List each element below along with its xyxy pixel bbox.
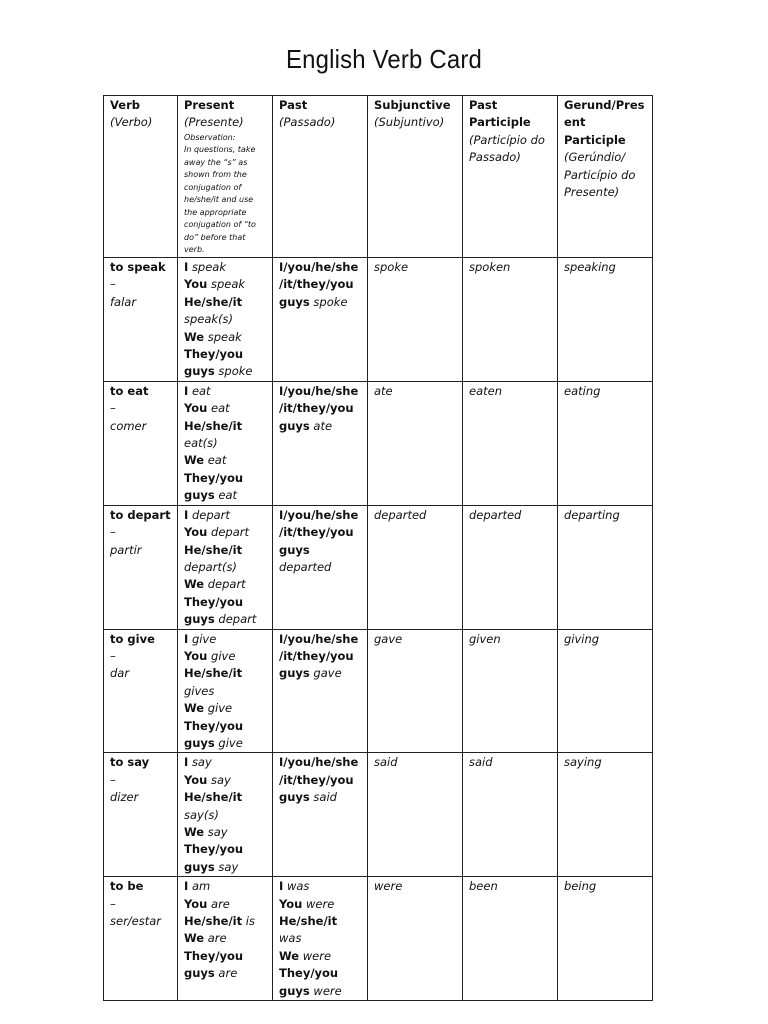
verb-cell xyxy=(104,753,178,877)
conjugation-line xyxy=(279,507,362,524)
verb-translation: dizer xyxy=(110,790,139,805)
pronoun: You xyxy=(184,401,208,416)
header-past xyxy=(273,96,368,258)
header-translation-line: Presente) xyxy=(564,185,620,200)
conjugation-line xyxy=(184,452,267,469)
pronoun: I xyxy=(184,507,189,522)
verb-translation: comer xyxy=(110,418,147,433)
conjugation-line xyxy=(279,400,362,417)
conjugation-line xyxy=(279,965,362,982)
verb-dash: – xyxy=(110,277,116,292)
verb-form: say xyxy=(218,859,239,874)
header-label-line: Gerund/Pres xyxy=(564,98,645,112)
past-cell xyxy=(273,877,368,1001)
verb-form: gave xyxy=(313,666,342,681)
observation-line: conjugation of “to xyxy=(184,220,256,230)
pronoun: He/she/it xyxy=(184,542,243,557)
verb-table xyxy=(103,95,653,1001)
pronoun: They/you xyxy=(279,966,339,981)
verb-form: depart xyxy=(191,507,230,522)
verb-form: eat xyxy=(211,401,230,416)
conjugation-line xyxy=(184,683,267,700)
verb-form: speak xyxy=(207,329,242,344)
verb-form: said xyxy=(374,755,398,770)
pronoun: We xyxy=(184,577,205,592)
conjugation-line xyxy=(184,346,267,363)
pronoun: /it/they/you xyxy=(279,401,354,416)
observation-note xyxy=(184,132,267,257)
pronoun: guys xyxy=(184,488,215,503)
header-translation-line: (Particípio do xyxy=(469,132,545,147)
verb-translation: falar xyxy=(110,294,137,309)
gerund-cell xyxy=(558,877,653,1001)
conjugation-line xyxy=(184,507,267,524)
gerund-cell xyxy=(558,258,653,382)
present-cell xyxy=(178,381,273,505)
subjunctive-cell xyxy=(368,629,463,753)
pronoun: He/she/it xyxy=(184,914,243,929)
table-row xyxy=(104,381,653,505)
conjugation-line xyxy=(279,665,362,682)
verb-cell xyxy=(104,505,178,629)
verb-form: spoken xyxy=(469,260,511,274)
pronoun: guys xyxy=(279,294,310,309)
conjugation-line xyxy=(184,913,267,930)
pronoun: They/you xyxy=(184,594,244,609)
pronoun: I/you/he/she xyxy=(279,383,359,398)
verb-form: say(s) xyxy=(184,807,219,822)
pronoun: We xyxy=(279,948,300,963)
pronoun: guys xyxy=(184,966,215,981)
verb-cell xyxy=(104,258,178,382)
verb-form: give xyxy=(191,631,217,646)
conjugation-line xyxy=(184,418,267,435)
conjugation-line xyxy=(279,418,362,435)
pronoun: We xyxy=(184,825,205,839)
pronoun: We xyxy=(184,329,205,344)
verb-dash: – xyxy=(110,648,116,663)
pronoun: I xyxy=(279,879,284,894)
verb-form: departed xyxy=(279,559,332,574)
pronoun: I xyxy=(184,755,189,770)
verb-form: depart xyxy=(218,612,257,627)
past-cell xyxy=(273,505,368,629)
conjugation-line xyxy=(279,631,362,648)
conjugation-line xyxy=(279,383,362,400)
conjugation-line xyxy=(279,789,362,806)
pronoun: He/she/it xyxy=(184,666,243,681)
verb-form: eat xyxy=(207,453,227,468)
conjugation-line xyxy=(184,896,267,913)
verb-form: speak xyxy=(211,277,246,292)
pronoun: /it/they/you xyxy=(279,525,354,540)
conjugation-line xyxy=(184,542,267,559)
verb-form: were xyxy=(374,879,403,894)
conjugation-line xyxy=(184,559,267,576)
verb-form: eat(s) xyxy=(184,436,218,451)
conjugation-line xyxy=(279,983,362,1000)
pronoun: /it/they/you xyxy=(279,277,354,292)
verb-form: departed xyxy=(469,507,522,522)
past-participle-cell xyxy=(463,258,558,382)
pronoun: You xyxy=(184,525,208,540)
conjugation-line xyxy=(279,276,362,293)
verb-form: are xyxy=(218,966,238,981)
observation-line: Observation: xyxy=(184,132,236,142)
table-row xyxy=(104,258,653,382)
verb-form: are xyxy=(211,896,230,911)
conjugation-line xyxy=(279,878,362,895)
verb-form: were xyxy=(306,896,335,911)
verb-cell xyxy=(104,381,178,505)
verb-form: depart xyxy=(207,577,246,592)
conjugation-line xyxy=(184,965,267,982)
conjugation-line xyxy=(184,383,267,400)
conjugation-line xyxy=(184,772,267,789)
header-label: Verb xyxy=(110,98,140,112)
pronoun: He/she/it xyxy=(184,294,243,309)
header-label-line: ent Participle xyxy=(564,115,626,147)
subjunctive-cell xyxy=(368,877,463,1001)
verb-form: are xyxy=(207,931,227,946)
conjugation-line xyxy=(279,559,362,576)
verb-form: depart(s) xyxy=(184,559,237,574)
pronoun: I/you/he/she xyxy=(279,507,359,522)
observation-line: In questions, take xyxy=(184,145,256,155)
pronoun: We xyxy=(184,931,205,946)
pronoun: They/you xyxy=(184,718,244,733)
pronoun: guys xyxy=(279,418,310,433)
verb-dash: – xyxy=(110,401,116,416)
verb-infinitive: to give xyxy=(110,631,155,646)
pronoun: /it/they/you xyxy=(279,772,354,787)
past-participle-cell xyxy=(463,381,558,505)
conjugation-line xyxy=(184,487,267,504)
observation-line: shown from the xyxy=(184,170,247,180)
verb-translation: partir xyxy=(110,542,142,557)
pronoun: They/you xyxy=(184,347,244,362)
past-cell xyxy=(273,753,368,877)
conjugation-line xyxy=(184,648,267,665)
conjugation-line xyxy=(279,930,362,947)
conjugation-line xyxy=(279,524,362,541)
table-row xyxy=(104,753,653,877)
verb-form: giving xyxy=(564,631,600,646)
verb-form: eat xyxy=(191,383,211,398)
present-cell xyxy=(178,629,273,753)
conjugation-line xyxy=(184,435,267,452)
verb-form: eating xyxy=(564,383,601,398)
conjugation-line xyxy=(184,311,267,328)
conjugation-line xyxy=(184,824,267,841)
header-label-line: Participle xyxy=(469,115,531,130)
observation-line: conjugation of xyxy=(184,182,242,192)
conjugation-line xyxy=(184,524,267,541)
conjugation-line xyxy=(184,878,267,895)
header-translation: (Presente) xyxy=(184,115,244,130)
pronoun: I xyxy=(184,260,189,274)
pronoun: guys xyxy=(184,859,215,874)
pronoun: You xyxy=(184,648,208,663)
conjugation-line xyxy=(184,665,267,682)
pronoun: He/she/it xyxy=(184,790,243,805)
verb-form: spoke xyxy=(313,294,348,309)
verb-form: give xyxy=(211,648,236,663)
page-title: English Verb Card xyxy=(286,44,482,74)
pronoun: They/you xyxy=(184,948,244,963)
pronoun: guys xyxy=(279,790,310,805)
conjugation-line xyxy=(184,576,267,593)
header-verb xyxy=(104,96,178,258)
conjugation-line xyxy=(279,542,362,559)
conjugation-line xyxy=(184,948,267,965)
header-translation-line: (Gerúndio/ xyxy=(564,150,626,165)
conjugation-line xyxy=(279,259,362,276)
gerund-cell xyxy=(558,505,653,629)
pronoun: We xyxy=(184,453,205,468)
conjugation-line xyxy=(184,735,267,752)
pronoun: I xyxy=(184,383,189,398)
header-past-participle xyxy=(463,96,558,258)
pronoun: I/you/he/she xyxy=(279,260,359,274)
conjugation-line xyxy=(279,294,362,311)
verb-form: spoke xyxy=(218,364,253,379)
conjugation-line xyxy=(184,841,267,858)
past-participle-cell xyxy=(463,877,558,1001)
conjugation-line xyxy=(184,754,267,771)
verb-dash: – xyxy=(110,772,116,787)
table-row xyxy=(104,505,653,629)
verb-form: were xyxy=(313,983,342,998)
header-row xyxy=(104,96,653,258)
header-label: Subjunctive xyxy=(374,98,451,112)
past-participle-cell xyxy=(463,629,558,753)
header-translation-line: Passado) xyxy=(469,150,521,165)
conjugation-line xyxy=(184,470,267,487)
subjunctive-cell xyxy=(368,381,463,505)
verb-infinitive: to eat xyxy=(110,383,149,398)
header-translation: (Subjuntivo) xyxy=(374,115,445,130)
pronoun: guys xyxy=(279,983,310,998)
subjunctive-cell xyxy=(368,505,463,629)
verb-form: am xyxy=(191,879,211,894)
verb-form: ate xyxy=(374,383,393,398)
conjugation-line xyxy=(279,913,362,930)
verb-cell xyxy=(104,877,178,1001)
past-cell xyxy=(273,629,368,753)
verb-dash: – xyxy=(110,896,116,911)
header-gerund xyxy=(558,96,653,258)
verb-form: say xyxy=(211,772,231,787)
verb-dash: – xyxy=(110,525,116,540)
verb-form: departed xyxy=(374,507,427,522)
present-cell xyxy=(178,258,273,382)
pronoun: You xyxy=(279,896,303,911)
conjugation-line xyxy=(184,259,267,276)
verb-form: give xyxy=(207,701,233,716)
pronoun: guys xyxy=(184,735,215,750)
gerund-cell xyxy=(558,753,653,877)
past-cell xyxy=(273,258,368,382)
conjugation-line xyxy=(184,294,267,311)
conjugation-line xyxy=(184,789,267,806)
header-label: Present xyxy=(184,98,235,112)
verb-form: gives xyxy=(184,683,215,698)
verb-form: said xyxy=(469,755,493,770)
conjugation-line xyxy=(184,718,267,735)
pronoun: You xyxy=(184,896,208,911)
past-participle-cell xyxy=(463,505,558,629)
observation-line: do” before that xyxy=(184,232,246,242)
conjugation-line xyxy=(279,948,362,965)
observation-line: away the “s” as xyxy=(184,157,248,167)
verb-form: said xyxy=(313,790,337,805)
subjunctive-cell xyxy=(368,258,463,382)
verb-form: speaking xyxy=(564,260,616,274)
header-translation-line: Particípio do xyxy=(564,167,636,182)
conjugation-line xyxy=(184,276,267,293)
pronoun: They/you xyxy=(184,470,244,485)
verb-form: gave xyxy=(374,631,403,646)
verb-form: depart xyxy=(211,525,249,540)
present-cell xyxy=(178,753,273,877)
verb-form: spoke xyxy=(374,260,409,274)
conjugation-line xyxy=(279,772,362,789)
header-translation: (Verbo) xyxy=(110,115,153,130)
conjugation-line xyxy=(184,594,267,611)
table-row xyxy=(104,877,653,1001)
verb-form: saying xyxy=(564,755,602,770)
verb-form: ate xyxy=(313,418,333,433)
verb-form: being xyxy=(564,879,597,894)
pronoun: guys xyxy=(279,666,310,681)
conjugation-line xyxy=(279,896,362,913)
conjugation-line xyxy=(184,930,267,947)
pronoun: I/you/he/she xyxy=(279,631,359,646)
pronoun: /it/they/you xyxy=(279,648,354,663)
verb-form: speak(s) xyxy=(184,312,234,327)
verb-translation: dar xyxy=(110,666,130,681)
header-translation: (Passado) xyxy=(279,115,336,130)
conjugation-line xyxy=(184,611,267,628)
conjugation-line xyxy=(184,631,267,648)
verb-infinitive: to be xyxy=(110,879,144,894)
past-cell xyxy=(273,381,368,505)
gerund-cell xyxy=(558,629,653,753)
pronoun: They/you xyxy=(184,842,244,857)
verb-translation: ser/estar xyxy=(110,914,162,929)
conjugation-line xyxy=(184,363,267,380)
verb-form: give xyxy=(218,735,243,750)
verb-form: departing xyxy=(564,507,620,522)
subjunctive-cell xyxy=(368,753,463,877)
verb-form: speak xyxy=(191,260,227,274)
pronoun: I xyxy=(184,879,189,894)
present-cell xyxy=(178,877,273,1001)
verb-form: eaten xyxy=(469,383,502,398)
conjugation-line xyxy=(184,859,267,876)
gerund-cell xyxy=(558,381,653,505)
conjugation-line xyxy=(184,807,267,824)
verb-cell xyxy=(104,629,178,753)
conjugation-line xyxy=(184,700,267,717)
verb-form: was xyxy=(279,931,302,946)
header-subjunctive xyxy=(368,96,463,258)
verb-form: say xyxy=(207,825,228,839)
verb-infinitive: to speak xyxy=(110,260,166,274)
verb-form: is xyxy=(245,914,255,929)
conjugation-line xyxy=(279,754,362,771)
conjugation-line xyxy=(279,648,362,665)
observation-line: he/she/it and use xyxy=(184,195,254,205)
observation-line: verb. xyxy=(184,245,205,255)
pronoun: He/she/it xyxy=(279,914,338,929)
conjugation-line xyxy=(184,400,267,417)
header-label: Past xyxy=(279,98,308,112)
table-row xyxy=(104,629,653,753)
verb-form: say xyxy=(191,755,212,770)
verb-form: given xyxy=(469,631,501,646)
verb-form: been xyxy=(469,879,498,894)
present-cell xyxy=(178,505,273,629)
verb-form: was xyxy=(286,879,310,894)
pronoun: You xyxy=(184,277,208,292)
verb-infinitive: to say xyxy=(110,755,150,770)
pronoun: We xyxy=(184,701,205,716)
pronoun: guys xyxy=(184,364,215,379)
header-label-line: Past xyxy=(469,98,498,112)
verb-infinitive: to depart xyxy=(110,507,171,522)
pronoun: guys xyxy=(184,612,215,627)
pronoun: I xyxy=(184,631,189,646)
header-present xyxy=(178,96,273,258)
pronoun: I/you/he/she xyxy=(279,755,359,770)
pronoun: guys xyxy=(279,542,310,557)
past-participle-cell xyxy=(463,753,558,877)
pronoun: You xyxy=(184,772,208,787)
conjugation-line xyxy=(184,329,267,346)
pronoun: He/she/it xyxy=(184,418,243,433)
verb-form: eat xyxy=(218,488,238,503)
observation-line: the appropriate xyxy=(184,207,247,217)
verb-form: were xyxy=(302,948,332,963)
